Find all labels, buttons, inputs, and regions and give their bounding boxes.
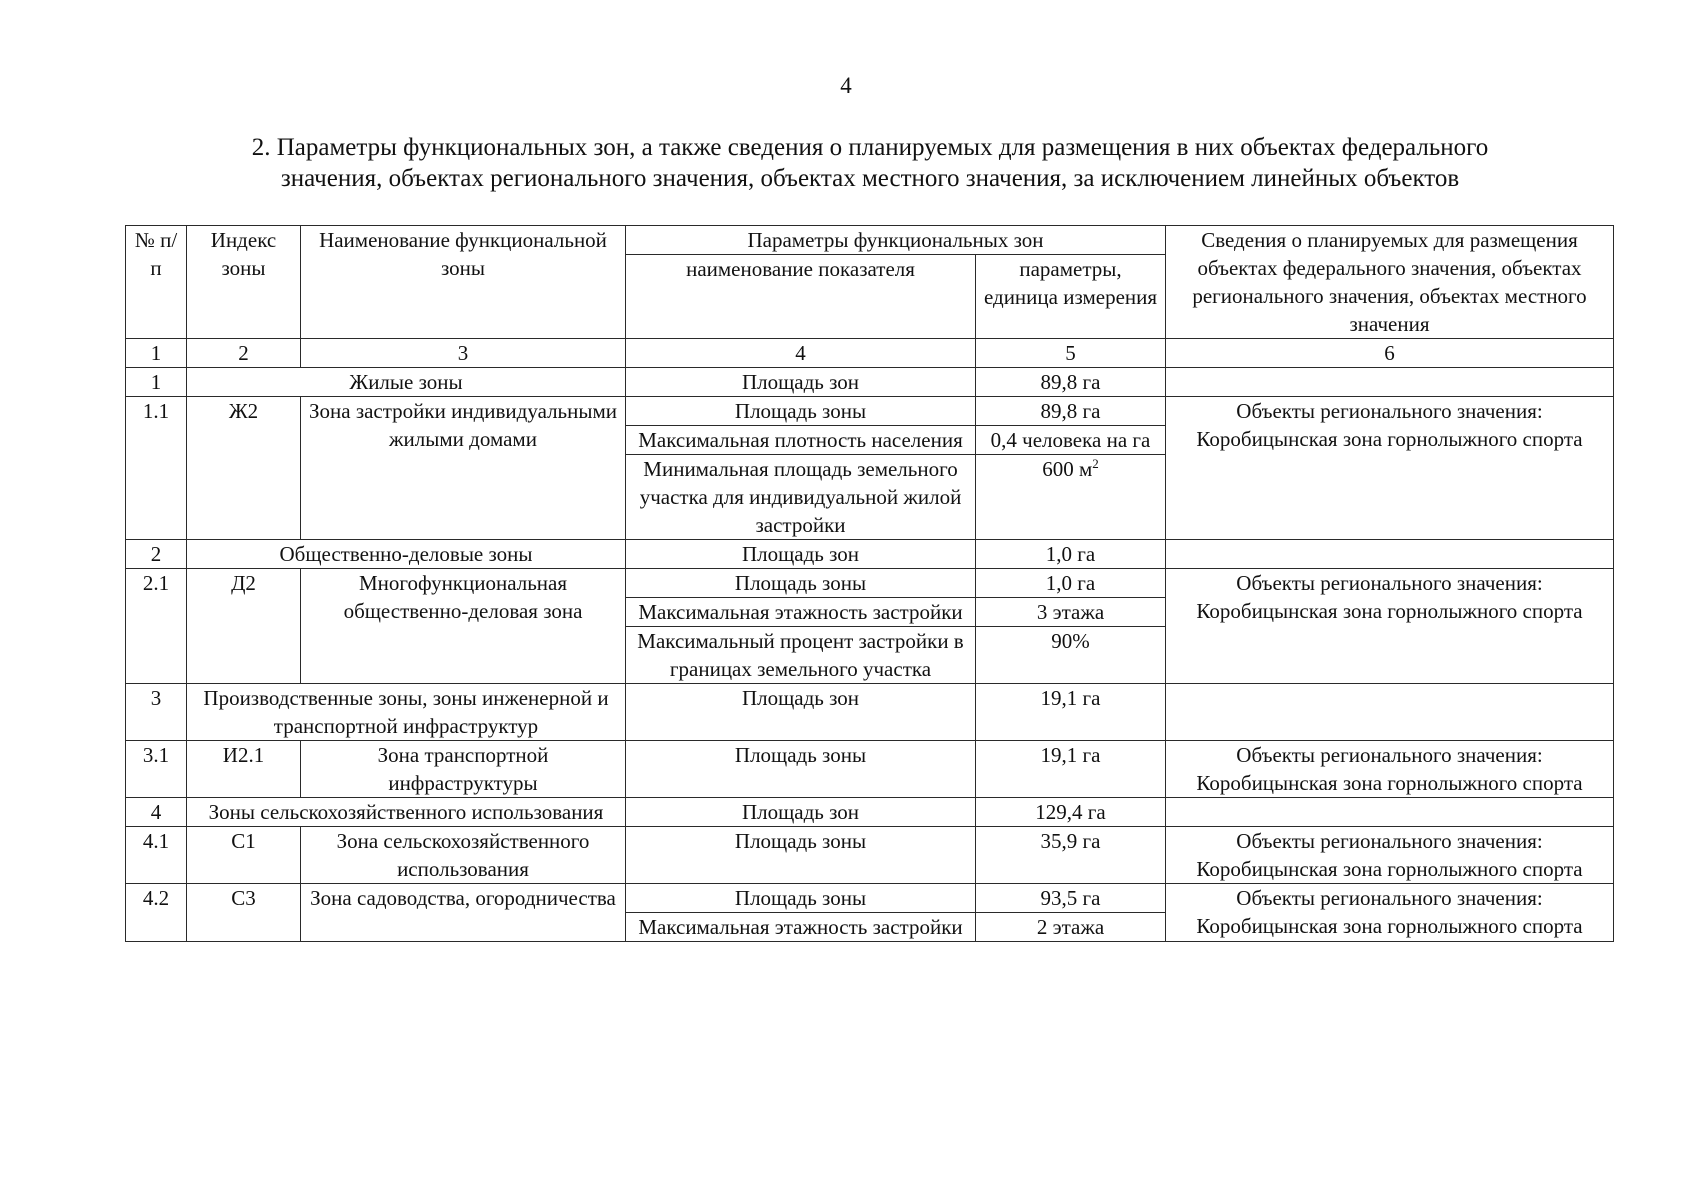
row-zone-name: Жилые зоны [187, 368, 626, 397]
row-index: С1 [187, 827, 301, 884]
header-zone-name: Наименование функциональной зоны [301, 226, 626, 339]
row-value [976, 455, 1166, 540]
row-value: 19,1 га [976, 684, 1166, 741]
row-value-text: 600 м [1042, 457, 1093, 481]
row-objects: Объекты регионального значения: Коробицынская зона горнолыжного спорта [1166, 569, 1614, 684]
table-row [126, 741, 1614, 798]
row-index: Д2 [187, 569, 301, 684]
column-number: 6 [1166, 339, 1614, 368]
row-indicator: Площадь зоны [626, 884, 976, 913]
row-num: 3 [126, 684, 187, 741]
header-row [126, 226, 1614, 255]
row-zone-name: Зона садоводства, огородничества [301, 884, 626, 942]
row-zone-name: Зона застройки индивидуальными жилыми домами [301, 397, 626, 540]
row-indicator: Площадь зон [626, 684, 976, 741]
row-num: 4.2 [126, 884, 187, 942]
row-value-superscript: 2 [1092, 456, 1099, 471]
section-title [150, 132, 1590, 194]
row-value: 90% [976, 627, 1166, 684]
table-row [126, 569, 1614, 598]
column-number: 5 [976, 339, 1166, 368]
row-objects: Объекты регионального значения: Коробицынская зона горнолыжного спорта [1166, 827, 1614, 884]
row-objects-empty [1166, 540, 1614, 569]
header-num: № п/п [126, 226, 187, 339]
row-zone-name: Общественно-деловые зоны [187, 540, 626, 569]
table-row [126, 827, 1614, 884]
row-indicator: Площадь зон [626, 798, 976, 827]
row-num: 1.1 [126, 397, 187, 540]
section-title-line-1: 2. Параметры функциональных зон, а также сведения о планируемых для размещения в них объектах федерального [251, 134, 1489, 161]
column-number: 2 [187, 339, 301, 368]
row-objects: Объекты регионального значения: Коробицынская зона горнолыжного спорта [1166, 884, 1614, 942]
row-zone-name: Зона сельскохозяйственного использования [301, 827, 626, 884]
column-number-row [126, 339, 1614, 368]
row-zone-name: Зона транспортной инфраструктуры [301, 741, 626, 798]
table-row [126, 798, 1614, 827]
row-value: 89,8 га [976, 397, 1166, 426]
column-number: 3 [301, 339, 626, 368]
row-indicator: Площадь зоны [626, 741, 976, 798]
row-index: Ж2 [187, 397, 301, 540]
table-row [126, 397, 1614, 426]
row-indicator: Максимальная плотность населения [626, 426, 976, 455]
row-objects-empty [1166, 368, 1614, 397]
row-indicator: Площадь зоны [626, 397, 976, 426]
row-value: 19,1 га [976, 741, 1166, 798]
header-params-group: Параметры функциональных зон [626, 226, 1166, 255]
table-row [126, 884, 1614, 913]
row-indicator: Минимальная площадь земельного участка для индивидуальной жилой застройки [626, 455, 976, 540]
row-value: 129,4 га [976, 798, 1166, 827]
row-num: 2.1 [126, 569, 187, 684]
row-indicator: Площадь зон [626, 540, 976, 569]
row-num: 4.1 [126, 827, 187, 884]
header-index: Индекс зоны [187, 226, 301, 339]
row-indicator: Площадь зоны [626, 569, 976, 598]
row-num: 4 [126, 798, 187, 827]
row-objects-empty [1166, 684, 1614, 741]
section-title-line-2: значения, объектах регионального значения, объектах местного значения, за исключением линейных объектов [280, 165, 1460, 192]
page-number: 4 [840, 73, 852, 98]
header-unit: параметры, единица измерения [976, 255, 1166, 339]
header-objects: Сведения о планируемых для размещения объектах федерального значения, объектах регионального значения, объектах местного значения [1166, 226, 1614, 339]
row-indicator: Максимальная этажность застройки [626, 598, 976, 627]
row-value: 89,8 га [976, 368, 1166, 397]
row-indicator: Максимальная этажность застройки [626, 913, 976, 942]
row-value: 3 этажа [976, 598, 1166, 627]
column-number: 1 [126, 339, 187, 368]
row-value: 1,0 га [976, 569, 1166, 598]
row-indicator: Площадь зоны [626, 827, 976, 884]
row-num: 1 [126, 368, 187, 397]
row-indicator: Максимальный процент застройки в границах земельного участка [626, 627, 976, 684]
row-index: И2.1 [187, 741, 301, 798]
row-value: 1,0 га [976, 540, 1166, 569]
row-value: 35,9 га [976, 827, 1166, 884]
table-row [126, 684, 1614, 741]
row-value: 2 этажа [976, 913, 1166, 942]
row-value: 93,5 га [976, 884, 1166, 913]
row-zone-name: Зоны сельскохозяйственного использования [187, 798, 626, 827]
column-number: 4 [626, 339, 976, 368]
row-num: 2 [126, 540, 187, 569]
row-indicator: Площадь зон [626, 368, 976, 397]
table-row [126, 540, 1614, 569]
row-num: 3.1 [126, 741, 187, 798]
header-indicator: наименование показателя [626, 255, 976, 339]
functional-zones-table [125, 225, 1614, 942]
table-row [126, 368, 1614, 397]
row-value: 0,4 человека на га [976, 426, 1166, 455]
row-index: С3 [187, 884, 301, 942]
row-objects-empty [1166, 798, 1614, 827]
row-zone-name: Многофункциональная общественно-деловая зона [301, 569, 626, 684]
row-zone-name: Производственные зоны, зоны инженерной и транспортной инфраструктур [187, 684, 626, 741]
row-objects: Объекты регионального значения: Коробицынская зона горнолыжного спорта [1166, 741, 1614, 798]
row-objects: Объекты регионального значения: Коробицынская зона горнолыжного спорта [1166, 397, 1614, 540]
